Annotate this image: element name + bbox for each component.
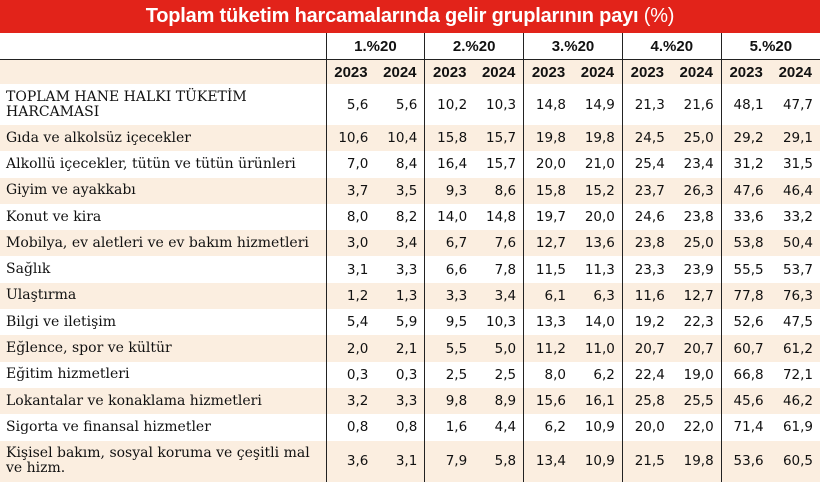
value-cell: 14,9 bbox=[584, 96, 615, 113]
value-cell: 11,2 bbox=[524, 335, 573, 361]
value-cell: 11,5 bbox=[524, 256, 573, 282]
value-cell: 45,6 bbox=[721, 388, 770, 414]
value-cell: 2,5 bbox=[425, 362, 474, 388]
value-cell: 5,0 bbox=[474, 335, 523, 361]
value-cell: 3,3 bbox=[425, 283, 474, 309]
value-cell: 23,8 bbox=[622, 230, 671, 256]
row-label: TOPLAM HANE HALKI TÜKETİM HARCAMASI bbox=[6, 88, 247, 120]
value-cell: 8,0 bbox=[326, 204, 375, 230]
value-cell: 2,0 bbox=[326, 335, 375, 361]
value-cell: 8,2 bbox=[395, 209, 418, 226]
value-cell: 55,5 bbox=[721, 256, 770, 282]
row-label: Sigorta ve finansal hizmetler bbox=[6, 418, 211, 435]
value-cell: 3,1 bbox=[375, 441, 424, 482]
value-cell: 29,2 bbox=[721, 125, 770, 151]
value-cell: 66,8 bbox=[721, 362, 770, 388]
table-row bbox=[0, 178, 820, 204]
year-header: 2023 bbox=[524, 60, 573, 85]
value-cell: 11,0 bbox=[573, 335, 622, 361]
value-cell: 19,8 bbox=[672, 441, 721, 482]
value-cell: 9,8 bbox=[425, 388, 474, 414]
title-unit: (%) bbox=[643, 5, 675, 27]
value-cell: 47,5 bbox=[782, 314, 813, 331]
value-cell: 20,7 bbox=[672, 335, 721, 361]
value-cell: 8,6 bbox=[474, 178, 523, 204]
value-cell: 3,3 bbox=[375, 388, 424, 414]
table-row bbox=[0, 283, 820, 309]
value-cell: 21,3 bbox=[622, 84, 671, 125]
year-header: 2024 bbox=[771, 60, 820, 85]
value-cell: 3,1 bbox=[326, 256, 375, 282]
value-cell: 46,2 bbox=[771, 388, 820, 414]
table-row bbox=[0, 388, 820, 414]
value-cell: 47,6 bbox=[721, 178, 770, 204]
value-cell: 77,8 bbox=[721, 283, 770, 309]
year-header: 2023 bbox=[425, 60, 474, 85]
value-cell: 53,6 bbox=[721, 441, 770, 482]
value-cell: 6,7 bbox=[425, 230, 474, 256]
value-cell: 19,8 bbox=[524, 125, 573, 151]
table-row bbox=[0, 151, 820, 177]
value-cell: 4,4 bbox=[494, 419, 517, 436]
value-cell: 21,5 bbox=[622, 441, 671, 482]
value-cell: 25,4 bbox=[622, 151, 671, 177]
value-cell: 26,3 bbox=[672, 178, 721, 204]
value-cell: 10,3 bbox=[486, 96, 517, 113]
value-cell: 20,0 bbox=[524, 151, 573, 177]
value-cell: 0,8 bbox=[395, 419, 418, 436]
value-cell: 3,4 bbox=[375, 230, 424, 256]
value-cell: 3,3 bbox=[395, 261, 418, 278]
value-cell: 20,0 bbox=[622, 414, 671, 440]
table-row bbox=[0, 335, 820, 361]
value-cell: 72,1 bbox=[782, 366, 813, 383]
value-cell: 5,4 bbox=[326, 309, 375, 335]
value-cell: 13,4 bbox=[524, 441, 573, 482]
value-cell: 12,7 bbox=[672, 283, 721, 309]
value-cell: 0,3 bbox=[395, 366, 418, 383]
value-cell: 5,6 bbox=[326, 84, 375, 125]
year-header: 2024 bbox=[573, 60, 622, 85]
value-cell: 0,3 bbox=[326, 362, 375, 388]
value-cell: 60,5 bbox=[771, 441, 820, 482]
value-cell: 19,2 bbox=[622, 309, 671, 335]
value-cell: 15,8 bbox=[425, 125, 474, 151]
value-cell: 16,1 bbox=[573, 388, 622, 414]
value-cell: 60,7 bbox=[721, 335, 770, 361]
value-cell: 3,7 bbox=[326, 178, 375, 204]
value-cell: 53,8 bbox=[721, 230, 770, 256]
value-cell: 3,6 bbox=[326, 441, 375, 482]
value-cell: 10,6 bbox=[326, 125, 375, 151]
value-cell: 3,0 bbox=[326, 230, 375, 256]
value-cell: 23,9 bbox=[683, 261, 714, 278]
value-cell: 7,0 bbox=[326, 151, 375, 177]
value-cell: 20,0 bbox=[584, 209, 615, 226]
table-row bbox=[0, 125, 820, 151]
row-label: Ulaştırma bbox=[0, 283, 326, 309]
value-cell: 5,8 bbox=[474, 441, 523, 482]
value-cell: 24,5 bbox=[622, 125, 671, 151]
row-label: Alkollü içecekler, tütün ve tütün ürünleri bbox=[6, 155, 296, 172]
value-cell: 3,5 bbox=[375, 178, 424, 204]
value-cell: 53,7 bbox=[782, 261, 813, 278]
value-cell: 33,6 bbox=[721, 204, 770, 230]
value-cell: 16,4 bbox=[425, 151, 474, 177]
value-cell: 46,4 bbox=[771, 178, 820, 204]
table-row bbox=[0, 204, 820, 230]
value-cell: 61,9 bbox=[782, 419, 813, 436]
table-title bbox=[0, 0, 820, 33]
value-cell: 25,5 bbox=[672, 388, 721, 414]
value-cell: 8,9 bbox=[474, 388, 523, 414]
value-cell: 12,7 bbox=[524, 230, 573, 256]
table-row bbox=[0, 362, 820, 388]
value-cell: 13,6 bbox=[573, 230, 622, 256]
value-cell: 20,7 bbox=[622, 335, 671, 361]
value-cell: 1,2 bbox=[326, 283, 375, 309]
value-cell: 15,8 bbox=[524, 178, 573, 204]
value-cell: 15,7 bbox=[486, 156, 517, 173]
value-cell: 19,8 bbox=[573, 125, 622, 151]
year-header: 2023 bbox=[721, 60, 770, 85]
value-cell: 14,8 bbox=[486, 209, 517, 226]
group-header: 3.%20 bbox=[524, 33, 623, 60]
table-row bbox=[0, 441, 820, 482]
value-cell: 19,0 bbox=[683, 366, 714, 383]
value-cell: 22,4 bbox=[622, 362, 671, 388]
value-cell: 25,8 bbox=[622, 388, 671, 414]
row-label: Eğitim hizmetleri bbox=[6, 366, 130, 383]
year-header: 2023 bbox=[622, 60, 671, 85]
value-cell: 25,0 bbox=[672, 230, 721, 256]
value-cell: 1,6 bbox=[425, 414, 474, 440]
value-cell: 1,3 bbox=[375, 283, 424, 309]
value-cell: 3,4 bbox=[474, 283, 523, 309]
row-label: Konut ve kira bbox=[6, 208, 102, 225]
value-cell: 23,3 bbox=[622, 256, 671, 282]
value-cell: 33,2 bbox=[782, 209, 813, 226]
value-cell: 22,0 bbox=[683, 419, 714, 436]
value-cell: 6,3 bbox=[573, 283, 622, 309]
year-header: 2023 bbox=[326, 60, 375, 85]
value-cell: 10,2 bbox=[425, 84, 474, 125]
group-header: 5.%20 bbox=[721, 33, 820, 60]
corner-cell bbox=[0, 33, 326, 60]
group-header: 1.%20 bbox=[326, 33, 425, 60]
value-cell: 11,6 bbox=[622, 283, 671, 309]
value-cell: 24,6 bbox=[622, 204, 671, 230]
value-cell: 6,1 bbox=[524, 283, 573, 309]
row-label: Eğlence, spor ve kültür bbox=[0, 335, 326, 361]
value-cell: 7,9 bbox=[425, 441, 474, 482]
table-row bbox=[0, 230, 820, 256]
value-cell: 14,0 bbox=[425, 204, 474, 230]
value-cell: 2,1 bbox=[375, 335, 424, 361]
value-cell: 5,9 bbox=[395, 314, 418, 331]
value-cell: 22,3 bbox=[683, 314, 714, 331]
year-header: 2024 bbox=[474, 60, 523, 85]
value-cell: 9,5 bbox=[425, 309, 474, 335]
value-cell: 71,4 bbox=[721, 414, 770, 440]
value-cell: 6,2 bbox=[524, 414, 573, 440]
row-label: Giyim ve ayakkabı bbox=[0, 178, 326, 204]
value-cell: 8,0 bbox=[524, 362, 573, 388]
value-cell: 47,7 bbox=[782, 96, 813, 113]
value-cell: 5,5 bbox=[425, 335, 474, 361]
value-cell: 3,2 bbox=[326, 388, 375, 414]
value-cell: 13,3 bbox=[524, 309, 573, 335]
value-cell: 11,3 bbox=[584, 261, 615, 278]
row-label: Sağlık bbox=[6, 261, 51, 278]
value-cell: 14,0 bbox=[584, 314, 615, 331]
value-cell: 15,6 bbox=[524, 388, 573, 414]
value-cell: 9,3 bbox=[425, 178, 474, 204]
value-cell: 76,3 bbox=[771, 283, 820, 309]
value-cell: 10,9 bbox=[584, 419, 615, 436]
table-row bbox=[0, 84, 820, 125]
value-cell: 52,6 bbox=[721, 309, 770, 335]
row-label: Bilgi ve iletişim bbox=[6, 313, 117, 330]
row-label: Gıda ve alkolsüz içecekler bbox=[0, 125, 326, 151]
table-row bbox=[0, 309, 820, 335]
value-cell: 7,6 bbox=[474, 230, 523, 256]
value-cell: 31,2 bbox=[721, 151, 770, 177]
value-cell: 23,8 bbox=[683, 209, 714, 226]
value-cell: 21,6 bbox=[683, 96, 714, 113]
value-cell: 5,6 bbox=[395, 96, 418, 113]
table-row bbox=[0, 256, 820, 282]
row-label: Kişisel bakım, sosyal koruma ve çeşitli mal ve hizm. bbox=[0, 441, 326, 482]
row-label: Lokantalar ve konaklama hizmetleri bbox=[0, 388, 326, 414]
value-cell: 23,7 bbox=[622, 178, 671, 204]
year-header: 2024 bbox=[375, 60, 424, 85]
value-cell: 29,1 bbox=[771, 125, 820, 151]
value-cell: 15,2 bbox=[573, 178, 622, 204]
value-cell: 21,0 bbox=[584, 156, 615, 173]
value-cell: 6,2 bbox=[593, 366, 615, 383]
value-cell: 10,3 bbox=[486, 314, 517, 331]
value-cell: 8,4 bbox=[395, 156, 418, 173]
value-cell: 2,5 bbox=[494, 366, 517, 383]
value-cell: 6,6 bbox=[425, 256, 474, 282]
year-header: 2024 bbox=[672, 60, 721, 85]
value-cell: 15,7 bbox=[474, 125, 523, 151]
value-cell: 23,4 bbox=[683, 156, 714, 173]
value-cell: 10,4 bbox=[375, 125, 424, 151]
title-text: Toplam tüketim harcamalarında gelir gruplarının payı bbox=[145, 5, 639, 27]
value-cell: 48,1 bbox=[721, 84, 770, 125]
value-cell: 25,0 bbox=[672, 125, 721, 151]
value-cell: 61,2 bbox=[771, 335, 820, 361]
value-cell: 10,9 bbox=[573, 441, 622, 482]
value-cell: 14,8 bbox=[524, 84, 573, 125]
group-header: 2.%20 bbox=[425, 33, 524, 60]
value-cell: 31,5 bbox=[782, 156, 813, 173]
table-row bbox=[0, 414, 820, 440]
value-cell: 7,8 bbox=[494, 261, 517, 278]
corner-cell bbox=[0, 60, 326, 85]
value-cell: 50,4 bbox=[771, 230, 820, 256]
share-table bbox=[0, 33, 820, 482]
group-header: 4.%20 bbox=[622, 33, 721, 60]
value-cell: 0,8 bbox=[326, 414, 375, 440]
value-cell: 19,7 bbox=[524, 204, 573, 230]
row-label: Mobilya, ev aletleri ve ev bakım hizmetleri bbox=[0, 230, 326, 256]
